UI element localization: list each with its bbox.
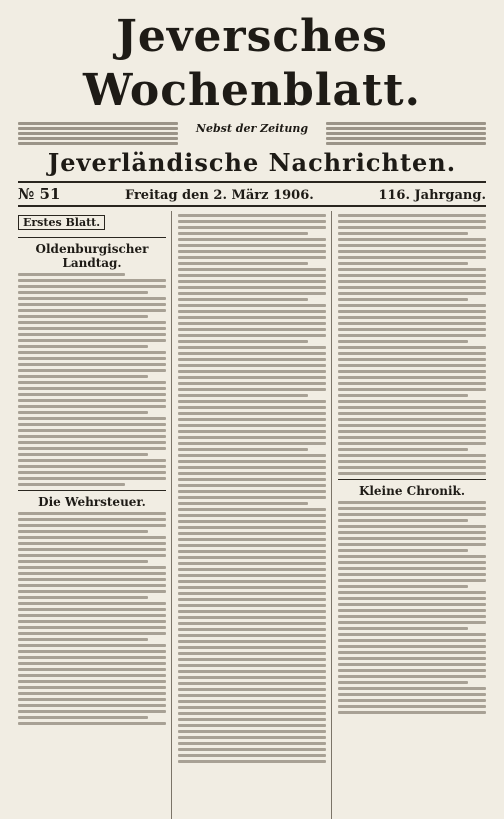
article-body-wehrsteuer: [18, 512, 166, 725]
subhead-row: [18, 120, 486, 147]
tagline: Nebst der Zeitung: [195, 122, 309, 135]
article-heading-landtag: Oldenburgischer Landtag.: [35, 242, 149, 270]
sheet-label: Erstes Blatt.: [18, 215, 105, 230]
article-body-column-2: [178, 214, 326, 763]
issue-date: Freitag den 2. März 1906.: [124, 188, 314, 203]
right-notice-block: [326, 120, 486, 147]
secondary-title: Jeverländische Nachrichten.: [47, 148, 457, 177]
article-heading-wehrsteuer: Die Wehrsteuer.: [38, 495, 146, 509]
subhead-center: [184, 120, 320, 135]
masthead-title: Jeversches Wochenblatt.: [83, 11, 421, 116]
issue-number: № 51: [18, 185, 61, 203]
article-body-chronik: [338, 501, 486, 714]
article-heading-chronik: Kleine Chronik.: [358, 484, 466, 498]
issue-year: 116. Jahrgang.: [378, 188, 486, 203]
article-body-landtag: [18, 273, 166, 486]
left-notice-block: [18, 120, 178, 147]
article-body-column-3-top: [338, 214, 486, 475]
edition-bar: [18, 181, 486, 207]
